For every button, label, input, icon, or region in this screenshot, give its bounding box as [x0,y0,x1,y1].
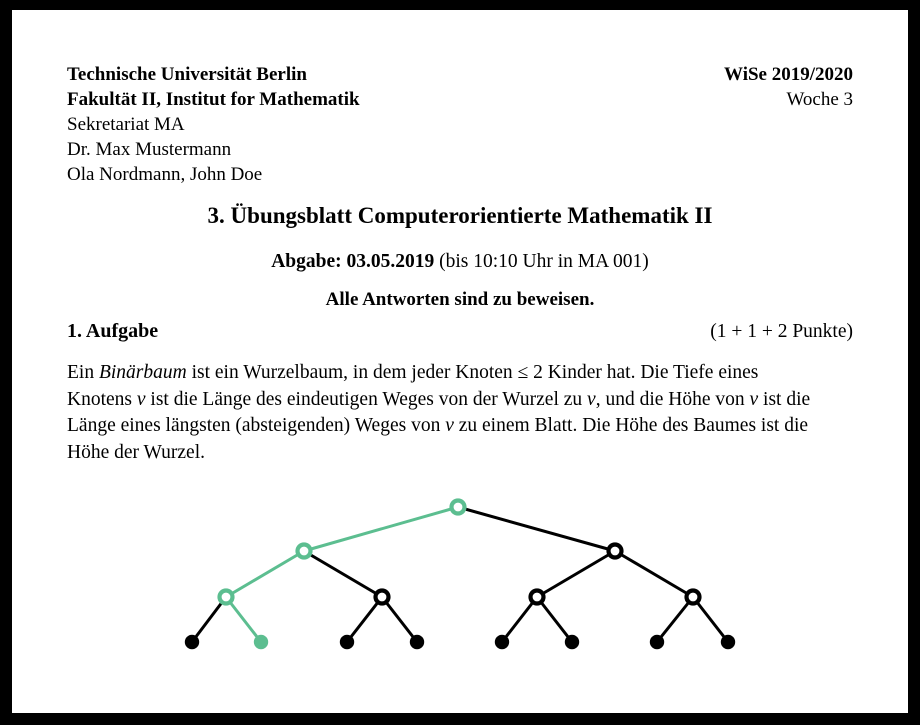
faculty-name: Fakultät II, Institut for Mathematik [67,89,360,110]
tree-inner-node [452,501,465,514]
tree-inner-node [298,545,311,558]
lecturer-line: Dr. Max Mustermann [67,139,232,160]
body-text-segment: ist die Länge des eindeutigen Weges von der Wurzel zu [145,388,588,410]
tree-inner-node [376,591,389,604]
tree-edge [458,507,615,551]
tree-leaf-node [495,635,509,649]
tree-edge [226,551,304,597]
body-text-segment: Binärbaum [98,362,187,383]
body-text-segment: v [445,415,454,436]
body-text-segment: ist die [758,388,811,410]
tree-leaf-node [185,635,199,649]
submission-details: (bis 10:10 Uhr in MA 001) [434,251,649,272]
tree-inner-node [531,591,544,604]
body-text-segment: v [587,388,596,410]
tree-leaf-node [340,635,354,649]
exercise-points: (1 + 1 + 2 Punkte) [710,321,853,342]
body-text-segment: v [749,388,759,410]
tree-edge [657,597,693,642]
tree-inner-node [220,591,233,604]
body-text-segment: ist ein Wurzelbaum, in dem jeder Knoten ≤ 2 Kinder hat. Die Tiefe eines [186,362,759,383]
tree-leaf-node [721,635,735,649]
tree-edge [537,551,615,597]
tree-inner-node [687,591,700,604]
tree-leaf-node [410,635,424,649]
tree-inner-node [609,545,622,558]
tree-edge [304,507,458,551]
body-text-segment: Knotens [67,388,137,410]
submission-date: Abgabe: 03.05.2019 [271,251,435,272]
secretariat-line: Sekretariat MA [67,114,185,135]
body-text-segment: Höhe der Wurzel. [67,441,206,463]
institution-name: Technische Universität Berlin [67,64,307,85]
tree-leaf-node [650,635,664,649]
week-label: Woche 3 [786,89,853,110]
proof-notice: Alle Antworten sind zu beweisen. [325,289,595,310]
semester-label: WiSe 2019/2020 [724,64,853,85]
body-text-segment: Länge eines längsten (absteigenden) Weges von [67,415,446,436]
body-text-segment: Ein [67,362,99,383]
tree-edge [615,551,693,597]
body-text-segment: zu einem Blatt. Die Höhe des Baumes ist die [453,415,809,436]
tree-edge [304,551,382,597]
sheet-title: 3. Übungsblatt Computerorientierte Mathematik II [207,203,713,228]
tree-leaf-node [254,635,268,649]
body-text-segment: , und die Höhe von [595,388,750,410]
tree-leaf-node [565,635,579,649]
assistants-line: Ola Nordmann, John Doe [67,164,263,185]
body-text-segment: v [136,388,146,410]
exercise-label: 1. Aufgabe [67,320,159,342]
